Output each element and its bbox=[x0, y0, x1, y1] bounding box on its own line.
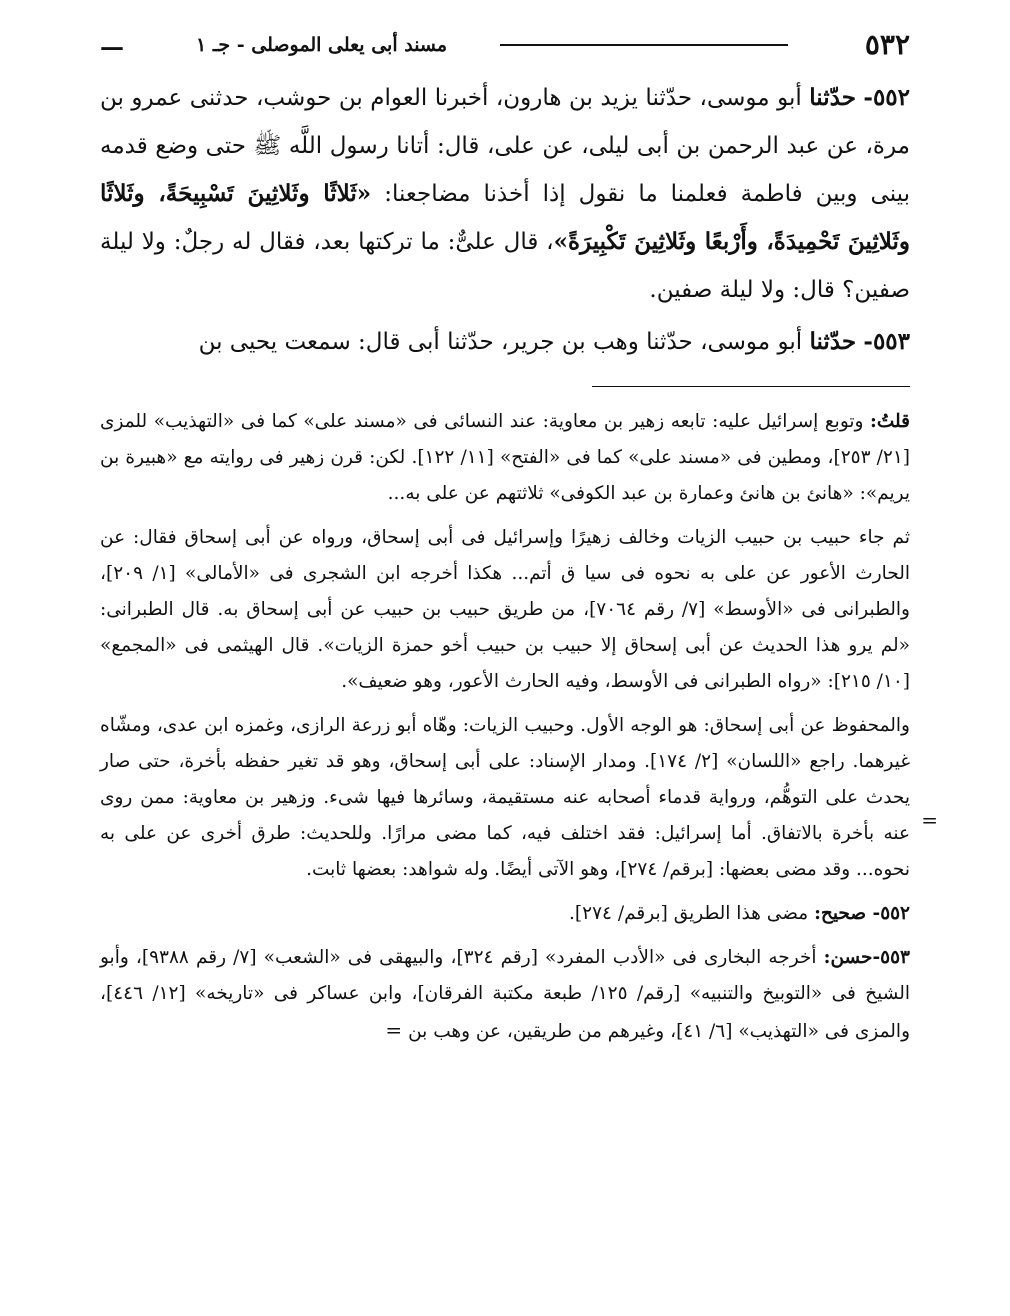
hadith-number: ٥٥٢- bbox=[863, 84, 910, 111]
hadith-552 bbox=[100, 74, 910, 314]
note-paragraph bbox=[100, 404, 910, 512]
qult-label: قلتُ: bbox=[870, 411, 910, 432]
hadith-opening: حدّثنا bbox=[809, 84, 856, 111]
note-paragraph: ثم جاء حبيب بن حبيب الزيات وخالف زهيرًا وإسرائيل فى أبى إسحاق، ورواه عن أبى إسحاق فقال: عن الحارث الأعور عن على به نحوه فى سيا ق أتم... هكذا أخرجه ابن الشجرى فى «الأمالى» [١/ ٢٠٩]، والطبرانى فى «الأوسط» [٧/ رقم ٧٠٦٤]، من طريق حبيب بن حبيب عن أبى إسحاق به. قال الطبرانى: «لم يرو هذا الحديث عن أبى إسحاق إلا حبيب بن حبيب أخو حمزة الزيات». قال الهيثمى فى «المجمع» [١٠/ ٢١٥]: «رواه الطبرانى فى الأوسط، وفيه الحارث الأعور، وهو ضعيف». bbox=[100, 527, 910, 692]
grading-text: مضى هذا الطريق [برقم/ ٢٧٤]. bbox=[569, 903, 809, 924]
grading-label: ٥٥٢- صحيح: bbox=[814, 903, 910, 924]
hadith-553 bbox=[100, 318, 910, 366]
header-rule bbox=[500, 44, 788, 46]
note-text: وتوبع إسرائيل عليه: تابعه زهير بن معاوية: عند النسائى فى «مسند على» كما فى «التهذيب» للمزى [٢١/ ٢٥٣]، ومطين فى «مسند على» كما فى «الفتح» [١١/ ١٢٢]. لكن: قرن زهير فى روايته مع «هبيرة بن يريم»: «هانئ بن هانئ وعمارة بن عبد الكوفى» ثلاثتهم عن على به... bbox=[100, 411, 910, 504]
book-title: مسند أبى يعلى الموصلى - جـ ١ bbox=[196, 34, 448, 56]
hadith-text bbox=[100, 74, 910, 366]
hadith-isnad: أبو موسى، حدّثنا وهب بن جرير، حدّثنا أبى قال: سمعت يحيى بن bbox=[198, 329, 803, 355]
hadith-number: ٥٥٣- bbox=[863, 328, 910, 355]
footnote-separator bbox=[592, 386, 910, 387]
hadith-opening: حدّثنا bbox=[809, 328, 857, 355]
grading-552 bbox=[100, 896, 910, 932]
hadith-quote: «ثَلاثًا وثَلاثِينَ تَسْبِيحَةً، وثَلاثًا وثَلاثِينَ تَحْمِيدَةً، وأَرْبعًا وثَلاثِينَ تَكْبِيرَةً» bbox=[100, 180, 910, 255]
grading-label: ٥٥٣-حسن: bbox=[823, 947, 910, 968]
footnotes bbox=[100, 404, 938, 1050]
grading-text: أخرجه البخارى فى «الأدب المفرد» [رقم ٣٢٤]، والبيهقى فى «الشعب» [٧/ رقم ٩٣٨٨]، وأبو الشيخ فى «التوبيخ والتنبيه» [رقم/ ١٢٥/ طبعة مكتبة الفرقان]، وابن عساكر فى «تاريخه» [١٢/ ٤٤٦]، والمزى فى «التهذيب» [٦/ ٤١]، وغيرهم من طريقين، عن وهب بن bbox=[100, 947, 910, 1042]
page-number: ٥٣٢ bbox=[864, 28, 910, 61]
header-dash: — bbox=[100, 32, 124, 61]
grading-553 bbox=[100, 940, 910, 1050]
note-paragraph: والمحفوظ عن أبى إسحاق: هو الوجه الأول. وحبيب الزيات: وهّاه أبو زرعة الرازى، وغمزه ابن عدى، ومشّاه غيرهما. راجع «اللسان» [٢/ ١٧٤]. ومدار الإسناد: على أبى إسحاق، وهو قد تغير حفظه بأخرة، حتى صار يحدث على التوهُّم، ورواية قدماء أصحابه عنه مستقيمة، وسائرها فيها شىء. وزهير بن معاوية: ممن روى عنه بأخرة بالاتفاق. أما إسرائيل: فقد اختلف فيه، كما مضى مرارًا. وللحديث: طرق أخرى عن على به نحوه... وقد مضى بعضها: [برقم/ ٢٧٤]، وهو الآتى أيضًا. وله شواهد: بعضها ثابت. bbox=[100, 715, 910, 880]
hadith-tail: ، قال علىٌّ: ما تركتها بعد، فقال له رجلٌ: ولا ليلة صفين؟ قال: ولا ليلة صفين. bbox=[100, 229, 910, 303]
end-continuation-mark: = bbox=[385, 1018, 403, 1042]
continuation-mark: = bbox=[921, 808, 938, 832]
hadith-isnad: أبو موسى، حدّثنا يزيد بن هارون، أخبرنا العوام بن حوشب، حدثنى عمرو بن مرة، عن عبد الرحمن بن أبى ليلى، عن على، قال: أتانا رسول اللَّه ﷺ حتى وضع قدمه بينى وبين فاطمة فعلمنا ما نقول إذا أخذنا مضاجعنا: bbox=[100, 85, 911, 207]
running-header bbox=[100, 28, 910, 61]
